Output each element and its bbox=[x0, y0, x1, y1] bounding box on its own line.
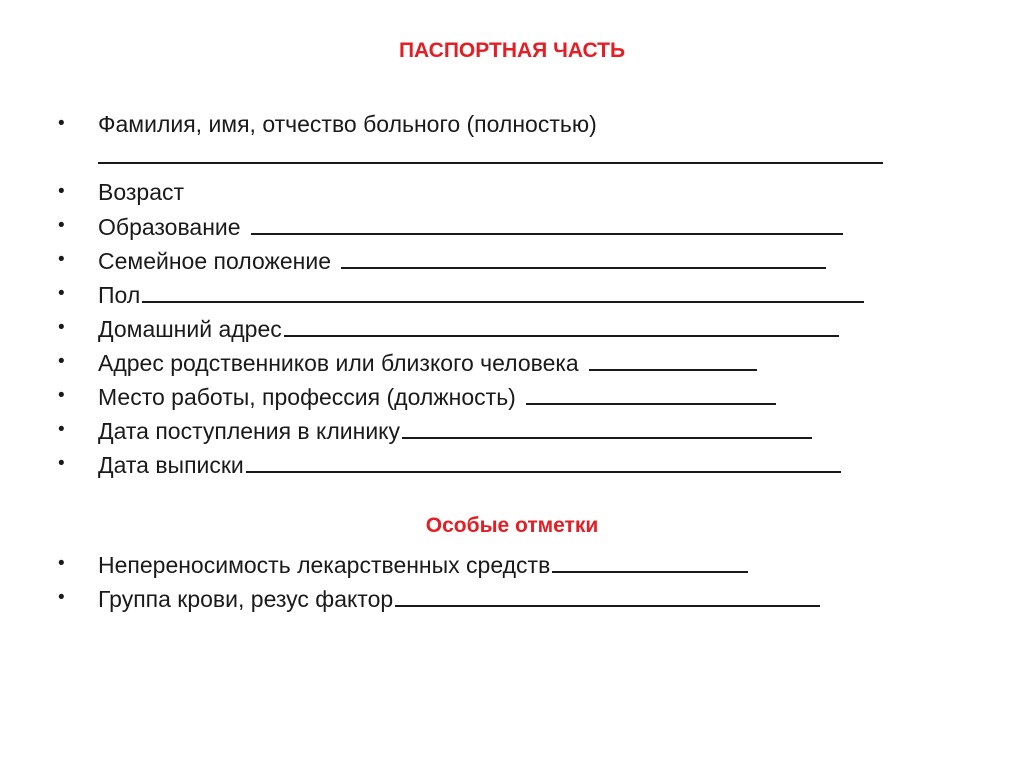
bullet: • bbox=[58, 113, 65, 134]
workplace-blank-line[interactable] bbox=[526, 379, 776, 405]
field-label-admission-date: Дата поступления в клинику bbox=[98, 418, 400, 444]
field-label-full-name: Фамилия, имя, отчество больного (полностью) bbox=[98, 111, 597, 137]
sex-blank-line[interactable] bbox=[142, 277, 864, 303]
admission-date-blank-line[interactable] bbox=[402, 413, 812, 439]
bullet: • bbox=[58, 351, 65, 372]
field-label-discharge-date: Дата выписки bbox=[98, 452, 244, 478]
bullet: • bbox=[58, 317, 65, 338]
field-label-workplace: Место работы, профессия (должность) bbox=[98, 384, 516, 410]
home-address-blank-line[interactable] bbox=[284, 311, 839, 337]
education-blank-line[interactable] bbox=[251, 209, 843, 235]
bullet: • bbox=[58, 587, 65, 608]
full-name-blank-line[interactable] bbox=[98, 141, 883, 164]
bullet: • bbox=[58, 283, 65, 304]
bullet: • bbox=[58, 249, 65, 270]
drug-intolerance-blank-line[interactable] bbox=[552, 547, 748, 573]
field-label-drug-intolerance: Непереносимость лекарственных средств bbox=[98, 552, 551, 578]
bullet: • bbox=[58, 215, 65, 236]
discharge-date-blank-line[interactable] bbox=[246, 447, 841, 473]
blood-group-blank-line[interactable] bbox=[395, 581, 820, 607]
bullet: • bbox=[58, 553, 65, 574]
field-label-education: Образование bbox=[98, 214, 241, 240]
bullet: • bbox=[58, 385, 65, 406]
relatives-address-blank-line[interactable] bbox=[589, 345, 757, 371]
field-label-home-address: Домашний адрес bbox=[98, 316, 282, 342]
field-label-relatives-address: Адрес родственников или близкого человека bbox=[98, 350, 579, 376]
field-label-age: Возраст bbox=[98, 179, 185, 205]
bullet: • bbox=[58, 453, 65, 474]
field-label-marital-status: Семейное положение bbox=[98, 248, 331, 274]
section-title-special-notes: Особые отметки bbox=[425, 514, 599, 537]
marital-status-blank-line[interactable] bbox=[341, 243, 826, 269]
field-label-blood-group: Группа крови, резус фактор bbox=[98, 586, 394, 612]
bullet: • bbox=[58, 419, 65, 440]
bullet: • bbox=[58, 181, 65, 202]
page-title: ПАСПОРТНАЯ ЧАСТЬ bbox=[398, 39, 626, 62]
field-label-sex: Пол bbox=[98, 282, 141, 308]
